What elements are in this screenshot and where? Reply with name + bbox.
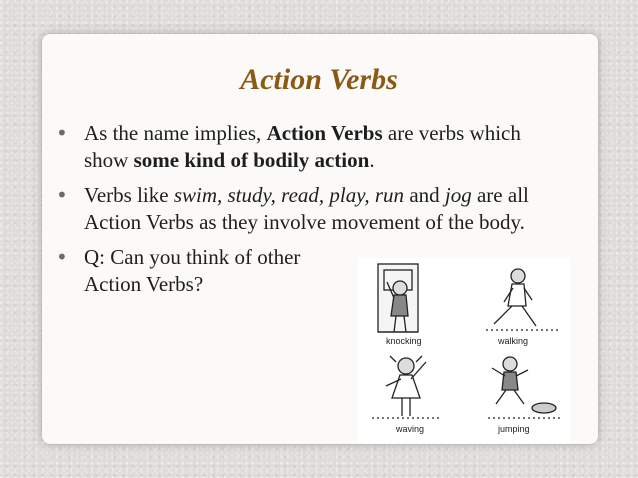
bullet-2-and: and <box>404 183 445 207</box>
bullet-1-bold-phrase: some kind of bodily action <box>133 148 370 172</box>
action-verbs-illustration <box>358 258 570 444</box>
bullet-2-italic-examples: swim, study, read, play, run <box>173 183 405 207</box>
bullet-1-text: As the name implies, <box>84 121 267 145</box>
bullet-dot-icon: • <box>56 183 68 207</box>
bullet-item-1 <box>56 120 564 174</box>
bullet-2-italic-jog: jog <box>444 183 472 207</box>
bullet-1-bold-term: Action Verbs <box>266 121 383 145</box>
bullet-3-text: Q: Can you think of other Action Verbs? <box>84 245 301 296</box>
bullet-1-text-2: are verbs which show <box>84 121 521 172</box>
illustration-label-waving: waving <box>396 424 425 434</box>
bullet-2-text-2: are all Action Verbs as they involve movement of the body. <box>84 183 529 234</box>
waving-figure-icon <box>372 356 442 418</box>
walking-figure-icon <box>486 269 558 330</box>
bullet-item-2 <box>56 182 554 236</box>
illustration-label-knocking: knocking <box>386 336 422 346</box>
bullet-dot-icon: • <box>56 245 68 269</box>
illustration-label-walking: walking <box>498 336 529 346</box>
bullet-item-3 <box>56 244 354 298</box>
bullet-dot-icon: • <box>56 121 68 145</box>
illustration-label-jumping: jumping <box>498 424 530 434</box>
jumping-figure-icon <box>488 357 562 418</box>
knocking-figure-icon <box>378 264 418 332</box>
bullet-2-text: Verbs like <box>84 183 174 207</box>
slide-title: Action Verbs <box>240 63 398 96</box>
bullet-1-period: . <box>369 148 375 172</box>
